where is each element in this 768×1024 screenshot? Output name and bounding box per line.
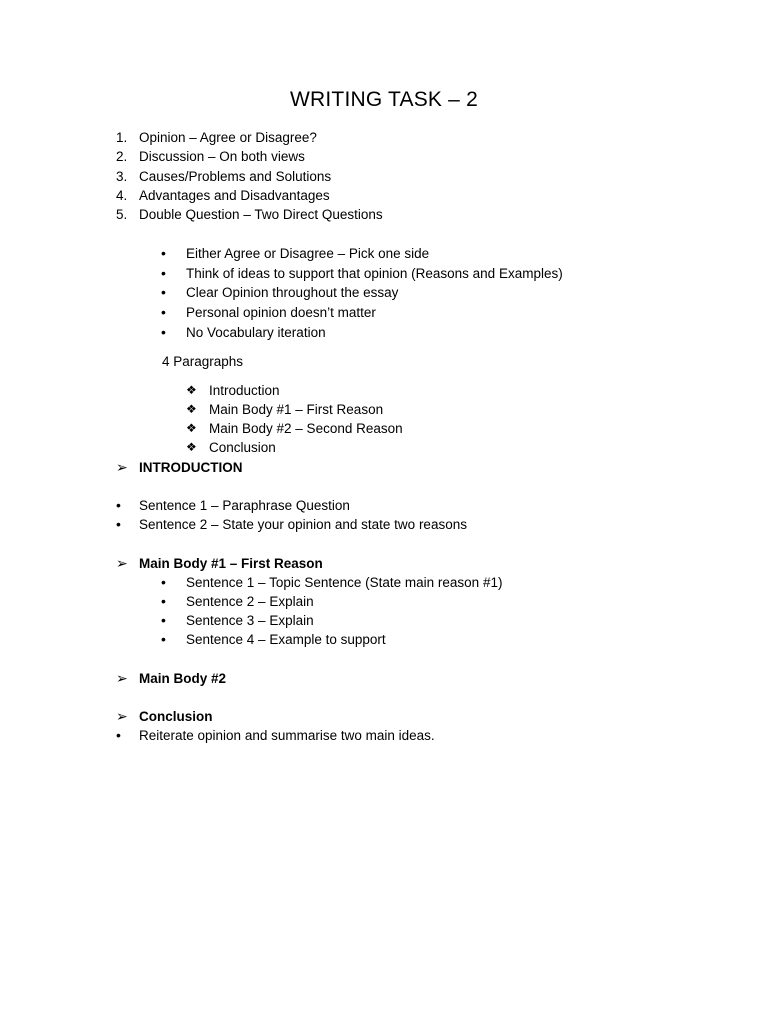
bullet-icon: • xyxy=(161,304,166,320)
list-number: 1. xyxy=(116,130,128,145)
bullet-icon: • xyxy=(116,516,121,532)
list-item-text: No Vocabulary iteration xyxy=(186,325,326,340)
diamond-bullet-icon: ❖ xyxy=(186,440,197,454)
list-item-text: Discussion – On both views xyxy=(139,149,305,164)
bullet-icon: • xyxy=(161,265,166,281)
list-item-text: Clear Opinion throughout the essay xyxy=(186,285,399,300)
arrow-bullet-icon: ➢ xyxy=(116,555,128,571)
list-item-text: Sentence 4 – Example to support xyxy=(186,632,386,647)
list-number: 4. xyxy=(116,188,128,203)
bullet-icon: • xyxy=(161,245,166,261)
bullet-icon: • xyxy=(116,497,121,513)
list-number: 5. xyxy=(116,207,128,222)
list-item-text: Conclusion xyxy=(209,440,276,455)
bullet-icon: • xyxy=(161,574,166,590)
list-item-text: Introduction xyxy=(209,383,280,398)
bullet-icon: • xyxy=(161,631,166,647)
list-item-text: Sentence 2 – Explain xyxy=(186,594,314,609)
list-item-text: Double Question – Two Direct Questions xyxy=(139,207,383,222)
arrow-bullet-icon: ➢ xyxy=(116,708,128,724)
list-item-text: Sentence 1 – Topic Sentence (State main reason #1) xyxy=(186,575,503,590)
bullet-icon: • xyxy=(161,612,166,628)
section-heading-text: Main Body #1 – First Reason xyxy=(139,556,323,571)
list-number: 3. xyxy=(116,169,128,184)
bullet-icon: • xyxy=(161,284,166,300)
diamond-bullet-icon: ❖ xyxy=(186,402,197,416)
section-heading-text: INTRODUCTION xyxy=(139,460,243,475)
list-item-text: Main Body #1 – First Reason xyxy=(209,402,384,417)
list-item-text: Reiterate opinion and summarise two main ideas. xyxy=(139,728,435,743)
list-item-text: Personal opinion doesn’t matter xyxy=(186,305,376,320)
list-item-text: Sentence 1 – Paraphrase Question xyxy=(139,498,350,513)
section-heading-text: Main Body #2 xyxy=(139,671,227,686)
arrow-bullet-icon: ➢ xyxy=(116,670,128,686)
section-heading-text: Conclusion xyxy=(139,709,213,724)
list-item-text: Either Agree or Disagree – Pick one side xyxy=(186,246,430,261)
page-title: WRITING TASK – 2 xyxy=(290,88,478,111)
list-item-text: Causes/Problems and Solutions xyxy=(139,169,332,184)
bullet-icon: • xyxy=(161,593,166,609)
list-item-text: Think of ideas to support that opinion (Reasons and Examples) xyxy=(186,266,563,281)
list-number: 2. xyxy=(116,149,128,164)
list-item-text: Sentence 3 – Explain xyxy=(186,613,314,628)
bullet-icon: • xyxy=(161,324,166,340)
bullet-icon: • xyxy=(116,727,121,743)
list-item-text: Sentence 2 – State your opinion and state two reasons xyxy=(139,517,467,532)
diamond-bullet-icon: ❖ xyxy=(186,421,197,435)
paragraphs-label: 4 Paragraphs xyxy=(162,354,244,369)
arrow-bullet-icon: ➢ xyxy=(116,459,128,475)
list-item-text: Opinion – Agree or Disagree? xyxy=(139,130,317,145)
list-item-text: Advantages and Disadvantages xyxy=(139,188,330,203)
list-item-text: Main Body #2 – Second Reason xyxy=(209,421,403,436)
diamond-bullet-icon: ❖ xyxy=(186,383,197,397)
